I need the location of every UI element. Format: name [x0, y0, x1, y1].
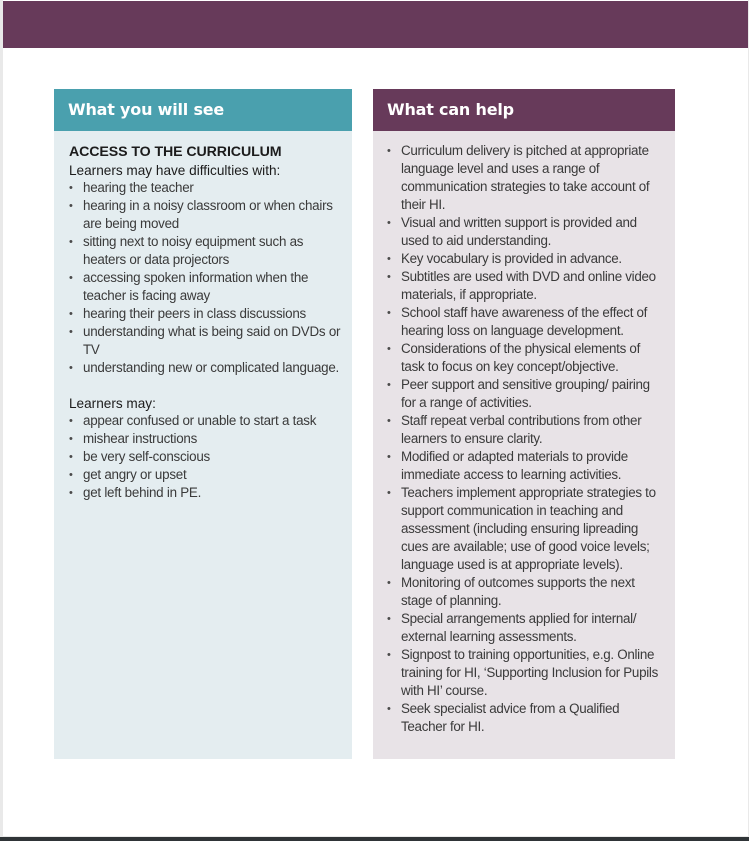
list-item-text: Modified or adapted materials to provide immediate access to learning activities.	[401, 449, 628, 482]
bullet-icon: •	[69, 236, 73, 248]
bullet-icon: •	[387, 649, 391, 661]
list-item	[387, 376, 663, 412]
difficulties-list	[69, 179, 342, 377]
list-item-text: Signpost to training opportunities, e.g. Online training for HI, ‘Supporting Inclusion for Pupils with HI’ course.	[401, 647, 658, 698]
list-item	[387, 250, 663, 268]
behaviours-list	[69, 412, 342, 502]
list-item	[69, 484, 342, 502]
list-item	[387, 574, 663, 610]
list-item-text: mishear instructions	[83, 431, 198, 446]
panel-header-what-can-help: What can help	[373, 89, 675, 131]
bullet-icon: •	[69, 200, 73, 212]
document-page	[3, 0, 748, 836]
list-item-text: Considerations of the physical elements of task to focus on key concept/objective.	[401, 341, 640, 374]
list-item-text: Special arrangements applied for internal/ external learning assessments.	[401, 611, 637, 644]
list-item-text: Staff repeat verbal contributions from other learners to ensure clarity.	[401, 413, 642, 446]
bullet-icon: •	[387, 451, 391, 463]
list-item-text: School staff have awareness of the effect of hearing loss on language development.	[401, 305, 648, 338]
list-item-text: understanding what is being said on DVDs or TV	[83, 324, 341, 357]
list-item-text: be very self-conscious	[83, 449, 210, 464]
list-item-text: accessing spoken information when the teacher is facing away	[83, 270, 309, 303]
bullet-icon: •	[69, 362, 73, 374]
list-item	[69, 233, 342, 269]
spacer	[69, 377, 342, 395]
list-item-text: Visual and written support is provided and used to aid understanding.	[401, 215, 637, 248]
bullet-icon: •	[387, 217, 391, 229]
list-item-text: hearing in a noisy classroom or when chairs are being moved	[83, 198, 333, 231]
bullet-icon: •	[69, 182, 73, 194]
header-band	[3, 1, 748, 48]
list-item-text: sitting next to noisy equipment such as heaters or data projectors	[83, 234, 304, 267]
bullet-icon: •	[69, 433, 73, 445]
list-item	[387, 268, 663, 304]
bullet-icon: •	[387, 307, 391, 319]
list-item	[387, 646, 663, 700]
list-item	[69, 197, 342, 233]
bullet-icon: •	[387, 703, 391, 715]
bullet-icon: •	[387, 415, 391, 427]
list-item-text: get left behind in PE.	[83, 485, 202, 500]
bullet-icon: •	[69, 469, 73, 481]
bullet-icon: •	[69, 308, 73, 320]
bullet-icon: •	[387, 145, 391, 157]
list-item	[69, 412, 342, 430]
bullet-icon: •	[387, 577, 391, 589]
list-item-text: hearing their peers in class discussions	[83, 306, 306, 321]
list-item-text: understanding new or complicated language.	[83, 360, 340, 375]
list-item	[387, 304, 663, 340]
list-item-text: Subtitles are used with DVD and online video materials, if appropriate.	[401, 269, 656, 302]
section-title: ACCESS TO THE CURRICULUM	[69, 144, 282, 160]
list-item	[69, 305, 342, 323]
bullet-icon: •	[69, 326, 73, 338]
list-item-text: Monitoring of outcomes supports the next stage of planning.	[401, 575, 635, 608]
list-item-text: Peer support and sensitive grouping/ pairing for a range of activities.	[401, 377, 650, 410]
list-item	[69, 359, 342, 377]
list-item-text: Seek specialist advice from a Qualified Teacher for HI.	[401, 701, 620, 734]
what-you-will-see-panel	[54, 89, 352, 759]
bullet-icon: •	[69, 415, 73, 427]
list-item	[69, 179, 342, 197]
bullet-icon: •	[387, 613, 391, 625]
bullet-icon: •	[387, 379, 391, 391]
list-item-text: Key vocabulary is provided in advance.	[401, 251, 622, 266]
bullet-icon: •	[69, 487, 73, 499]
list-item	[387, 484, 663, 574]
list-item	[69, 430, 342, 448]
group2-intro: Learners may:	[69, 396, 156, 411]
list-item	[387, 700, 663, 736]
bullet-icon: •	[69, 451, 73, 463]
list-item	[69, 448, 342, 466]
list-item	[69, 466, 342, 484]
list-item	[69, 269, 342, 305]
bullet-icon: •	[69, 272, 73, 284]
list-item-text: hearing the teacher	[83, 180, 194, 195]
list-item	[387, 610, 663, 646]
bottom-edge	[0, 837, 749, 841]
list-item	[387, 142, 663, 214]
list-item-text: get angry or upset	[83, 467, 187, 482]
bullet-icon: •	[387, 487, 391, 499]
list-item	[387, 340, 663, 376]
group1-intro: Learners may have difficulties with:	[69, 163, 281, 178]
list-item	[387, 214, 663, 250]
panel-body-right	[373, 131, 675, 736]
list-item	[69, 323, 342, 359]
list-item	[387, 412, 663, 448]
bullet-icon: •	[387, 343, 391, 355]
bullet-icon: •	[387, 253, 391, 265]
bullet-icon: •	[387, 271, 391, 283]
list-item-text: Teachers implement appropriate strategies to support communication in teaching and assessment (including ensuring lipreading cues are available; use of good voice levels; language used is at appropriate levels).	[401, 485, 656, 572]
panel-body-left	[54, 131, 352, 502]
list-item	[387, 448, 663, 484]
strategies-list	[387, 142, 663, 736]
list-item-text: Curriculum delivery is pitched at appropriate language level and uses a range of communication strategies to take account of their HI.	[401, 143, 650, 212]
panel-header-what-you-will-see: What you will see	[54, 89, 352, 131]
what-can-help-panel	[373, 89, 675, 759]
list-item-text: appear confused or unable to start a task	[83, 413, 317, 428]
